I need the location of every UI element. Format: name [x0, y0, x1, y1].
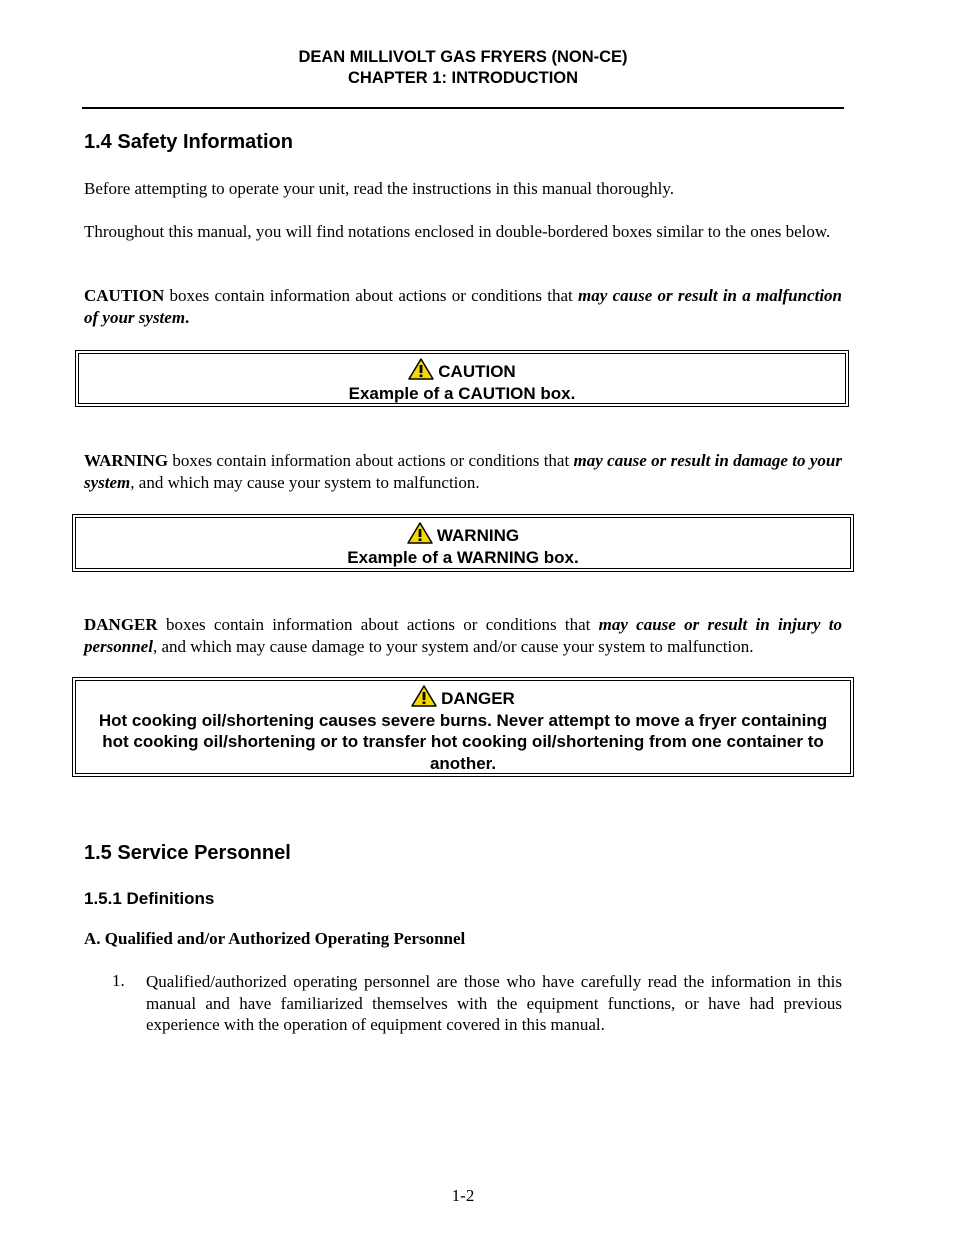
document-header: [0, 47, 926, 89]
subheading-qualified-personnel: A. Qualified and/or Authorized Operating Personnel: [84, 929, 466, 948]
subsection-heading-definitions: 1.5.1 Definitions: [84, 889, 215, 908]
warning-description: [84, 450, 842, 493]
danger-box-body: Hot cooking oil/shortening causes severe burns. Never attempt to move a fryer containing hot cooking oil/shortening or to transfer hot cooking oil/shortening from one container to another.: [98, 710, 828, 773]
warning-tail: , and which may cause your system to malfunction.: [130, 472, 480, 492]
danger-mid: boxes contain information about actions or conditions that: [157, 615, 599, 634]
danger-description: [84, 614, 842, 657]
caution-box-title: CAUTION: [438, 362, 516, 381]
intro-paragraph: Before attempting to operate your unit, read the instructions in this manual thoroughly.: [84, 179, 674, 198]
header-title: DEAN MILLIVOLT GAS FRYERS (NON-CE): [298, 48, 628, 66]
section-heading-service: 1.5 Service Personnel: [84, 842, 291, 864]
warning-emphasis: may cause or result in damage to your system: [84, 451, 842, 492]
warning-box-title: WARNING: [436, 526, 520, 545]
caution-tail: .: [185, 307, 190, 327]
caution-lead: CAUTION: [84, 286, 165, 305]
page-number: 1-2: [451, 1186, 475, 1205]
warning-mid: boxes contain information about actions or conditions that: [168, 451, 574, 470]
danger-lead: DANGER: [84, 615, 158, 634]
warning-triangle-icon: [407, 522, 433, 544]
section-heading-safety: 1.4 Safety Information: [84, 131, 293, 153]
warning-box-body: Example of a WARNING box.: [347, 547, 579, 567]
header-chapter: CHAPTER 1: INTRODUCTION: [347, 69, 579, 87]
warning-triangle-icon: [408, 358, 434, 380]
warning-lead: WARNING: [84, 451, 169, 470]
header-rule: [82, 107, 844, 109]
caution-box-body: Example of a CAUTION box.: [348, 383, 576, 403]
danger-box: [72, 677, 854, 777]
caution-description: [84, 285, 842, 328]
caution-mid: boxes contain information about actions or conditions that: [164, 286, 579, 305]
danger-box-title: DANGER: [441, 689, 515, 708]
warning-triangle-icon: [411, 685, 437, 707]
caution-emphasis: may cause or result in a malfunction of your system: [84, 286, 842, 327]
list-item-text: Qualified/authorized operating personnel are those who have carefully read the information in this manual and have familiarized themselves with the equipment functions, or have had previous experience with the operation of equipment covered in this manual.: [146, 972, 842, 1034]
danger-emphasis: may cause or result in injury to personnel: [84, 615, 842, 656]
danger-tail: , and which may cause damage to your system and/or cause your system to malfunction.: [152, 636, 754, 656]
notation-paragraph: Throughout this manual, you will find notations enclosed in double-bordered boxes similar to the ones below.: [84, 222, 831, 241]
warning-box: [72, 514, 854, 572]
caution-box: [75, 350, 849, 407]
list-item-number: 1.: [112, 971, 125, 990]
